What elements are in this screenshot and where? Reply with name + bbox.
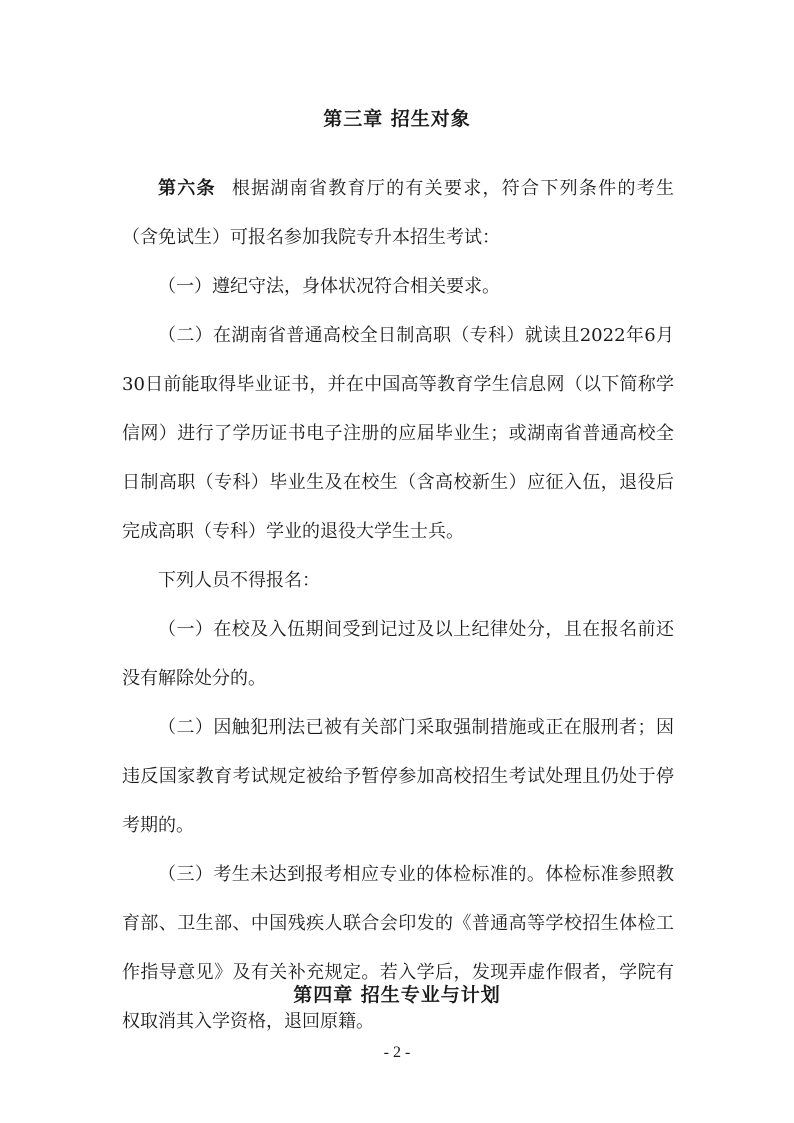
exclusion-1: （一）在校及入伍期间受到记过及以上纪律处分，且在报名前还没有解除处分的。 — [122, 619, 674, 689]
page-number: - 2 - — [383, 1044, 411, 1061]
article-body — [122, 164, 674, 1046]
exclusion-intro: 下列人员不得报名： — [158, 570, 320, 591]
article-6-label: 第六条 — [158, 178, 216, 199]
condition-2: （二）在湖南省普通高校全日制高职（专科）就读且2022年6月30日前能取得毕业证书，并在中国高等教育学生信息网（以下简称学信网）进行了学历证书电子注册的应届毕业生；或湖南省普通高校全日制高职（专科）毕业生及在校生（含高校新生）应征入伍，退役后完成高职（专科）学业的退役大学生士兵。 — [122, 325, 674, 542]
exclusion-2: （二）因触犯刑法已被有关部门采取强制措施或正在服刑者；因违反国家教育考试规定被给予暂停参加高校招生考试处理且仍处于停考期的。 — [122, 717, 674, 836]
chapter-3-title: 第三章 招生对象 — [323, 108, 471, 130]
article-6-intro-text: 根据湖南省教育厅的有关要求，符合下列条件的考生（含免试生）可报名参加我院专升本招生考试： — [122, 178, 675, 248]
condition-1: （一）遵纪守法，身体状况符合相关要求。 — [158, 276, 500, 297]
article-6-intro — [122, 164, 674, 262]
exclusion-3: （三）考生未达到报考相应专业的体检标准的。体检标准参照教育部、卫生部、中国残疾人联合会印发的《普通高等学校招生体检工作指导意见》及有关补充规定。若入学后，发现弄虚作假者，学院有权取消其入学资格，退回原籍。 — [122, 864, 674, 1032]
chapter-4-title: 第四章 招生专业与计划 — [293, 984, 501, 1006]
